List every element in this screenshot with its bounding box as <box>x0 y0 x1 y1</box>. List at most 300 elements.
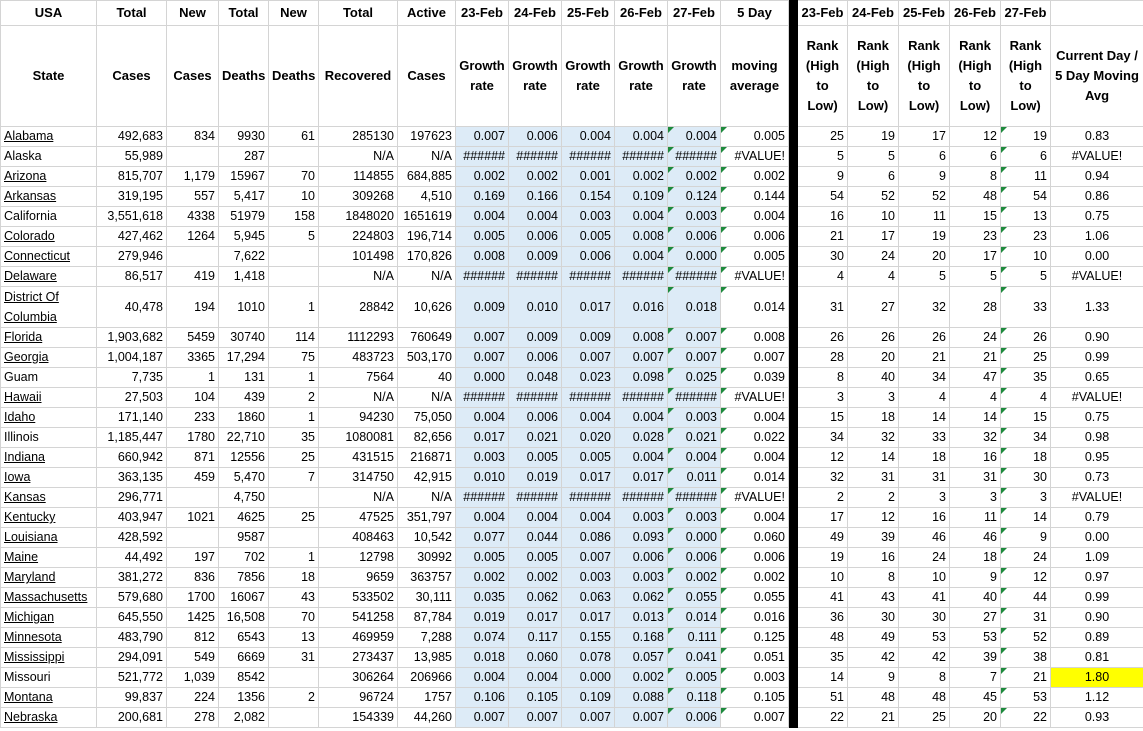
state-cell[interactable]: Arkansas <box>1 187 97 207</box>
rank-cell[interactable]: 9 <box>848 668 899 688</box>
data-cell[interactable]: 0.008 <box>615 227 668 247</box>
ratio-cell[interactable]: 1.80 <box>1051 668 1143 688</box>
rank-cell[interactable]: 31 <box>899 468 950 488</box>
data-cell[interactable]: 1860 <box>219 408 269 428</box>
rank-cell[interactable]: 35 <box>1001 368 1051 388</box>
header-cell[interactable]: USA <box>1 1 97 26</box>
rank-cell[interactable]: 32 <box>899 287 950 328</box>
rank-cell[interactable]: 27 <box>950 608 1001 628</box>
data-cell[interactable]: 0.004 <box>615 247 668 267</box>
data-cell[interactable]: 0.003 <box>668 408 721 428</box>
header-cell[interactable]: 26-Feb <box>950 1 1001 26</box>
ratio-cell[interactable]: 0.97 <box>1051 568 1143 588</box>
rank-cell[interactable]: 4 <box>950 388 1001 408</box>
data-cell[interactable]: 660,942 <box>97 448 167 468</box>
data-cell[interactable]: 0.004 <box>615 207 668 227</box>
data-cell[interactable]: 1,185,447 <box>97 428 167 448</box>
data-cell[interactable]: 1780 <box>167 428 219 448</box>
rank-cell[interactable]: 27 <box>848 287 899 328</box>
data-cell[interactable]: 0.002 <box>668 568 721 588</box>
data-cell[interactable]: 70 <box>269 608 319 628</box>
rank-cell[interactable]: 54 <box>798 187 848 207</box>
data-cell[interactable]: #VALUE! <box>721 388 789 408</box>
data-cell[interactable]: 13 <box>269 628 319 648</box>
data-cell[interactable]: 0.060 <box>509 648 562 668</box>
rank-cell[interactable]: 8 <box>848 568 899 588</box>
rank-cell[interactable]: 54 <box>1001 187 1051 207</box>
rank-cell[interactable]: 40 <box>848 368 899 388</box>
data-cell[interactable]: ###### <box>509 488 562 508</box>
state-cell[interactable]: Kansas <box>1 488 97 508</box>
ratio-cell[interactable]: #VALUE! <box>1051 147 1143 167</box>
ratio-cell[interactable]: 1.33 <box>1051 287 1143 328</box>
header-cell[interactable]: Current Day / 5 Day Moving Avg <box>1051 26 1143 127</box>
data-cell[interactable]: 233 <box>167 408 219 428</box>
header-cell[interactable]: 24-Feb <box>848 1 899 26</box>
rank-cell[interactable]: 25 <box>1001 348 1051 368</box>
data-cell[interactable]: 483,790 <box>97 628 167 648</box>
data-cell[interactable] <box>167 528 219 548</box>
header-cell[interactable]: Cases <box>97 26 167 127</box>
rank-cell[interactable]: 4 <box>899 388 950 408</box>
data-cell[interactable]: ###### <box>615 488 668 508</box>
data-cell[interactable]: 16067 <box>219 588 269 608</box>
header-cell[interactable]: Active <box>398 1 456 26</box>
data-cell[interactable]: N/A <box>319 267 398 287</box>
state-cell[interactable]: Maine <box>1 548 97 568</box>
state-cell[interactable]: Kentucky <box>1 508 97 528</box>
data-cell[interactable]: 0.004 <box>668 127 721 147</box>
data-cell[interactable]: 0.018 <box>456 648 509 668</box>
rank-cell[interactable]: 18 <box>950 548 1001 568</box>
data-cell[interactable]: 206966 <box>398 668 456 688</box>
data-cell[interactable]: 0.001 <box>562 167 615 187</box>
rank-cell[interactable]: 26 <box>848 328 899 348</box>
header-cell[interactable]: 23-Feb <box>456 1 509 26</box>
data-cell[interactable]: ###### <box>668 147 721 167</box>
data-cell[interactable]: 0.057 <box>615 648 668 668</box>
ratio-cell[interactable]: 1.06 <box>1051 227 1143 247</box>
ratio-cell[interactable]: 0.83 <box>1051 127 1143 147</box>
data-cell[interactable]: 0.006 <box>668 227 721 247</box>
rank-cell[interactable]: 15 <box>798 408 848 428</box>
data-cell[interactable]: 0.004 <box>509 508 562 528</box>
data-cell[interactable]: 427,462 <box>97 227 167 247</box>
header-cell[interactable]: Growth rate <box>562 26 615 127</box>
rank-cell[interactable]: 34 <box>1001 428 1051 448</box>
data-cell[interactable]: 70 <box>269 167 319 187</box>
data-cell[interactable]: 0.124 <box>668 187 721 207</box>
data-cell[interactable]: 0.016 <box>615 287 668 328</box>
header-cell[interactable]: 25-Feb <box>562 1 615 26</box>
data-cell[interactable]: 7564 <box>319 368 398 388</box>
data-cell[interactable]: 197 <box>167 548 219 568</box>
data-cell[interactable]: 0.003 <box>615 508 668 528</box>
data-cell[interactable]: 0.055 <box>721 588 789 608</box>
data-cell[interactable]: ###### <box>509 388 562 408</box>
rank-cell[interactable]: 3 <box>950 488 1001 508</box>
data-cell[interactable]: 0.060 <box>721 528 789 548</box>
state-cell[interactable]: Idaho <box>1 408 97 428</box>
header-cell[interactable]: 27-Feb <box>1001 1 1051 26</box>
data-cell[interactable]: 0.004 <box>509 207 562 227</box>
data-cell[interactable]: 1,179 <box>167 167 219 187</box>
data-cell[interactable]: 9659 <box>319 568 398 588</box>
rank-cell[interactable]: 28 <box>798 348 848 368</box>
data-cell[interactable]: 7,288 <box>398 628 456 648</box>
ratio-cell[interactable]: 0.00 <box>1051 247 1143 267</box>
rank-cell[interactable]: 21 <box>950 348 1001 368</box>
rank-cell[interactable]: 19 <box>848 127 899 147</box>
data-cell[interactable]: 2,082 <box>219 708 269 728</box>
data-cell[interactable]: 0.016 <box>721 608 789 628</box>
data-cell[interactable]: 287 <box>219 147 269 167</box>
rank-cell[interactable]: 12 <box>1001 568 1051 588</box>
data-cell[interactable]: 99,837 <box>97 688 167 708</box>
state-cell[interactable]: Missouri <box>1 668 97 688</box>
data-cell[interactable]: ###### <box>562 267 615 287</box>
data-cell[interactable]: N/A <box>398 147 456 167</box>
data-cell[interactable]: 0.004 <box>562 408 615 428</box>
rank-cell[interactable]: 26 <box>1001 328 1051 348</box>
data-cell[interactable]: ###### <box>562 147 615 167</box>
data-cell[interactable]: 0.004 <box>456 408 509 428</box>
rank-cell[interactable]: 25 <box>899 708 950 728</box>
rank-cell[interactable]: 18 <box>848 408 899 428</box>
data-cell[interactable]: 25 <box>269 448 319 468</box>
data-cell[interactable]: 0.077 <box>456 528 509 548</box>
data-cell[interactable]: 194 <box>167 287 219 328</box>
rank-cell[interactable]: 16 <box>950 448 1001 468</box>
data-cell[interactable]: 200,681 <box>97 708 167 728</box>
data-cell[interactable]: 43 <box>269 588 319 608</box>
data-cell[interactable]: 1356 <box>219 688 269 708</box>
rank-cell[interactable]: 14 <box>950 408 1001 428</box>
data-cell[interactable]: N/A <box>398 388 456 408</box>
rank-cell[interactable]: 34 <box>798 428 848 448</box>
ratio-cell[interactable]: 0.93 <box>1051 708 1143 728</box>
data-cell[interactable]: 0.005 <box>721 247 789 267</box>
data-cell[interactable]: 154339 <box>319 708 398 728</box>
data-cell[interactable]: 40 <box>398 368 456 388</box>
ratio-cell[interactable]: 0.81 <box>1051 648 1143 668</box>
data-cell[interactable]: 503,170 <box>398 348 456 368</box>
data-cell[interactable]: 0.006 <box>509 227 562 247</box>
data-cell[interactable]: 0.004 <box>509 668 562 688</box>
data-cell[interactable]: 0.002 <box>668 167 721 187</box>
rank-cell[interactable]: 13 <box>1001 207 1051 227</box>
state-cell[interactable]: Michigan <box>1 608 97 628</box>
rank-cell[interactable]: 2 <box>798 488 848 508</box>
header-cell[interactable]: Cases <box>167 26 219 127</box>
data-cell[interactable]: ###### <box>615 388 668 408</box>
data-cell[interactable]: 0.004 <box>721 408 789 428</box>
rank-cell[interactable]: 53 <box>899 628 950 648</box>
data-cell[interactable]: 0.169 <box>456 187 509 207</box>
ratio-cell[interactable]: 0.90 <box>1051 328 1143 348</box>
rank-cell[interactable]: 32 <box>798 468 848 488</box>
data-cell[interactable]: 0.109 <box>562 688 615 708</box>
rank-cell[interactable]: 9 <box>899 167 950 187</box>
data-cell[interactable]: 2 <box>269 388 319 408</box>
rank-cell[interactable]: 28 <box>950 287 1001 328</box>
state-cell[interactable]: Louisiana <box>1 528 97 548</box>
rank-cell[interactable]: 16 <box>899 508 950 528</box>
rank-cell[interactable]: 20 <box>950 708 1001 728</box>
data-cell[interactable]: 40,478 <box>97 287 167 328</box>
data-cell[interactable]: 1112293 <box>319 328 398 348</box>
data-cell[interactable]: 815,707 <box>97 167 167 187</box>
data-cell[interactable]: 75 <box>269 348 319 368</box>
rank-cell[interactable]: 11 <box>1001 167 1051 187</box>
rank-cell[interactable]: 43 <box>848 588 899 608</box>
data-cell[interactable]: 0.007 <box>456 348 509 368</box>
data-cell[interactable]: 12556 <box>219 448 269 468</box>
ratio-cell[interactable]: 1.12 <box>1051 688 1143 708</box>
data-cell[interactable]: 61 <box>269 127 319 147</box>
data-cell[interactable]: 1,039 <box>167 668 219 688</box>
data-cell[interactable]: 0.020 <box>562 428 615 448</box>
data-cell[interactable]: 403,947 <box>97 508 167 528</box>
rank-cell[interactable]: 8 <box>950 167 1001 187</box>
data-cell[interactable]: 2 <box>269 688 319 708</box>
data-cell[interactable]: 4,750 <box>219 488 269 508</box>
data-cell[interactable]: 459 <box>167 468 219 488</box>
data-cell[interactable]: 549 <box>167 648 219 668</box>
data-cell[interactable]: 0.035 <box>456 588 509 608</box>
header-cell[interactable]: Total <box>97 1 167 26</box>
data-cell[interactable]: 0.002 <box>509 167 562 187</box>
data-cell[interactable]: 0.013 <box>615 608 668 628</box>
data-cell[interactable]: 1010 <box>219 287 269 328</box>
data-cell[interactable]: 224803 <box>319 227 398 247</box>
data-cell[interactable]: 351,797 <box>398 508 456 528</box>
data-cell[interactable]: 0.017 <box>562 287 615 328</box>
data-cell[interactable]: ###### <box>668 388 721 408</box>
rank-cell[interactable]: 8 <box>899 668 950 688</box>
rank-cell[interactable]: 36 <box>798 608 848 628</box>
rank-cell[interactable]: 49 <box>848 628 899 648</box>
data-cell[interactable]: 131 <box>219 368 269 388</box>
rank-cell[interactable]: 40 <box>950 588 1001 608</box>
rank-cell[interactable]: 4 <box>798 267 848 287</box>
rank-cell[interactable]: 22 <box>798 708 848 728</box>
rank-cell[interactable]: 31 <box>798 287 848 328</box>
rank-cell[interactable]: 35 <box>798 648 848 668</box>
data-cell[interactable]: 0.004 <box>668 448 721 468</box>
data-cell[interactable]: 0.004 <box>456 668 509 688</box>
data-cell[interactable]: 0.017 <box>456 428 509 448</box>
data-cell[interactable]: 1651619 <box>398 207 456 227</box>
data-cell[interactable]: 10,542 <box>398 528 456 548</box>
data-cell[interactable]: ###### <box>456 147 509 167</box>
data-cell[interactable]: 197623 <box>398 127 456 147</box>
data-cell[interactable]: 1 <box>269 408 319 428</box>
header-cell[interactable]: Rank (High to Low) <box>848 26 899 127</box>
data-cell[interactable]: 0.006 <box>509 408 562 428</box>
data-cell[interactable]: 0.048 <box>509 368 562 388</box>
data-cell[interactable]: 0.009 <box>509 247 562 267</box>
data-cell[interactable]: 0.005 <box>456 548 509 568</box>
data-cell[interactable]: 579,680 <box>97 588 167 608</box>
data-cell[interactable]: 6543 <box>219 628 269 648</box>
data-cell[interactable]: 104 <box>167 388 219 408</box>
rank-cell[interactable]: 46 <box>950 528 1001 548</box>
data-cell[interactable]: 51979 <box>219 207 269 227</box>
data-cell[interactable] <box>269 708 319 728</box>
data-cell[interactable]: 0.007 <box>615 348 668 368</box>
data-cell[interactable]: 0.002 <box>456 167 509 187</box>
data-cell[interactable]: 0.003 <box>562 207 615 227</box>
data-cell[interactable]: 645,550 <box>97 608 167 628</box>
data-cell[interactable]: 82,656 <box>398 428 456 448</box>
data-cell[interactable]: 1021 <box>167 508 219 528</box>
state-cell[interactable]: Minnesota <box>1 628 97 648</box>
data-cell[interactable]: 0.117 <box>509 628 562 648</box>
state-cell[interactable]: Arizona <box>1 167 97 187</box>
data-cell[interactable]: 0.007 <box>562 548 615 568</box>
data-cell[interactable]: 0.098 <box>615 368 668 388</box>
data-cell[interactable]: 0.002 <box>509 568 562 588</box>
data-cell[interactable]: 0.006 <box>668 708 721 728</box>
data-cell[interactable]: 0.118 <box>668 688 721 708</box>
header-cell[interactable]: Deaths <box>219 26 269 127</box>
rank-cell[interactable]: 15 <box>950 207 1001 227</box>
rank-cell[interactable]: 21 <box>848 708 899 728</box>
data-cell[interactable]: 9587 <box>219 528 269 548</box>
data-cell[interactable]: 1757 <box>398 688 456 708</box>
data-cell[interactable]: 7856 <box>219 568 269 588</box>
header-cell[interactable]: Growth rate <box>668 26 721 127</box>
data-cell[interactable]: 0.007 <box>562 708 615 728</box>
data-cell[interactable]: 35 <box>269 428 319 448</box>
data-cell[interactable] <box>269 488 319 508</box>
rank-cell[interactable]: 21 <box>899 348 950 368</box>
header-cell[interactable]: Total <box>219 1 269 26</box>
data-cell[interactable]: #VALUE! <box>721 147 789 167</box>
ratio-cell[interactable]: 0.79 <box>1051 508 1143 528</box>
data-cell[interactable]: 0.008 <box>456 247 509 267</box>
data-cell[interactable]: 1700 <box>167 588 219 608</box>
ratio-cell[interactable]: 0.90 <box>1051 608 1143 628</box>
data-cell[interactable]: 0.004 <box>562 508 615 528</box>
data-cell[interactable]: 0.004 <box>721 448 789 468</box>
data-cell[interactable]: 0.166 <box>509 187 562 207</box>
data-cell[interactable]: 1080081 <box>319 428 398 448</box>
rank-cell[interactable]: 7 <box>950 668 1001 688</box>
data-cell[interactable] <box>167 147 219 167</box>
data-cell[interactable]: 0.000 <box>668 528 721 548</box>
data-cell[interactable]: 0.005 <box>562 227 615 247</box>
data-cell[interactable]: ###### <box>615 147 668 167</box>
rank-cell[interactable]: 14 <box>1001 508 1051 528</box>
rank-cell[interactable]: 52 <box>1001 628 1051 648</box>
state-cell[interactable]: Nebraska <box>1 708 97 728</box>
rank-cell[interactable]: 3 <box>899 488 950 508</box>
data-cell[interactable]: 419 <box>167 267 219 287</box>
data-cell[interactable]: 0.106 <box>456 688 509 708</box>
header-cell[interactable]: Rank (High to Low) <box>1001 26 1051 127</box>
data-cell[interactable]: 8542 <box>219 668 269 688</box>
data-cell[interactable]: 0.006 <box>509 127 562 147</box>
header-cell[interactable]: New <box>269 1 319 26</box>
data-cell[interactable]: 0.002 <box>615 668 668 688</box>
data-cell[interactable]: N/A <box>319 147 398 167</box>
data-cell[interactable]: 42,915 <box>398 468 456 488</box>
ratio-cell[interactable]: 0.99 <box>1051 588 1143 608</box>
state-cell[interactable]: California <box>1 207 97 227</box>
data-cell[interactable]: 1,004,187 <box>97 348 167 368</box>
rank-cell[interactable]: 17 <box>798 508 848 528</box>
data-cell[interactable] <box>167 488 219 508</box>
data-cell[interactable]: 16,508 <box>219 608 269 628</box>
state-cell[interactable]: Colorado <box>1 227 97 247</box>
ratio-cell[interactable]: #VALUE! <box>1051 488 1143 508</box>
rank-cell[interactable]: 10 <box>848 207 899 227</box>
data-cell[interactable] <box>269 528 319 548</box>
ratio-cell[interactable]: #VALUE! <box>1051 267 1143 287</box>
data-cell[interactable]: 0.011 <box>668 468 721 488</box>
data-cell[interactable]: 31 <box>269 648 319 668</box>
header-cell[interactable]: Rank (High to Low) <box>899 26 950 127</box>
data-cell[interactable]: 533502 <box>319 588 398 608</box>
data-cell[interactable]: 0.005 <box>668 668 721 688</box>
data-cell[interactable]: 1425 <box>167 608 219 628</box>
header-cell[interactable]: Growth rate <box>456 26 509 127</box>
state-cell[interactable]: Indiana <box>1 448 97 468</box>
ratio-cell[interactable]: 0.95 <box>1051 448 1143 468</box>
rank-cell[interactable]: 41 <box>899 588 950 608</box>
data-cell[interactable]: 0.078 <box>562 648 615 668</box>
rank-cell[interactable]: 3 <box>798 388 848 408</box>
data-cell[interactable]: 0.005 <box>456 227 509 247</box>
data-cell[interactable]: 0.017 <box>615 468 668 488</box>
data-cell[interactable]: 17,294 <box>219 348 269 368</box>
rank-cell[interactable]: 32 <box>950 428 1001 448</box>
header-cell[interactable]: 23-Feb <box>798 1 848 26</box>
data-cell[interactable]: 812 <box>167 628 219 648</box>
data-cell[interactable]: 4625 <box>219 508 269 528</box>
rank-cell[interactable]: 52 <box>848 187 899 207</box>
data-cell[interactable]: 0.144 <box>721 187 789 207</box>
ratio-cell[interactable]: 0.00 <box>1051 528 1143 548</box>
rank-cell[interactable]: 17 <box>899 127 950 147</box>
rank-cell[interactable]: 22 <box>1001 708 1051 728</box>
state-cell[interactable]: Hawaii <box>1 388 97 408</box>
rank-cell[interactable]: 6 <box>848 167 899 187</box>
data-cell[interactable]: 0.051 <box>721 648 789 668</box>
data-cell[interactable]: ###### <box>509 147 562 167</box>
data-cell[interactable]: 0.044 <box>509 528 562 548</box>
data-cell[interactable]: 0.006 <box>668 548 721 568</box>
rank-cell[interactable]: 14 <box>899 408 950 428</box>
data-cell[interactable]: 4,510 <box>398 187 456 207</box>
data-cell[interactable]: 170,826 <box>398 247 456 267</box>
data-cell[interactable]: 381,272 <box>97 568 167 588</box>
ratio-cell[interactable]: 0.75 <box>1051 408 1143 428</box>
data-cell[interactable]: 18 <box>269 568 319 588</box>
data-cell[interactable]: 13,985 <box>398 648 456 668</box>
data-cell[interactable]: 0.017 <box>562 608 615 628</box>
data-cell[interactable]: 0.006 <box>562 247 615 267</box>
data-cell[interactable]: 96724 <box>319 688 398 708</box>
rank-cell[interactable]: 48 <box>899 688 950 708</box>
data-cell[interactable]: 0.086 <box>562 528 615 548</box>
rank-cell[interactable]: 34 <box>899 368 950 388</box>
data-cell[interactable]: 834 <box>167 127 219 147</box>
data-cell[interactable]: 0.093 <box>615 528 668 548</box>
data-cell[interactable]: 12798 <box>319 548 398 568</box>
